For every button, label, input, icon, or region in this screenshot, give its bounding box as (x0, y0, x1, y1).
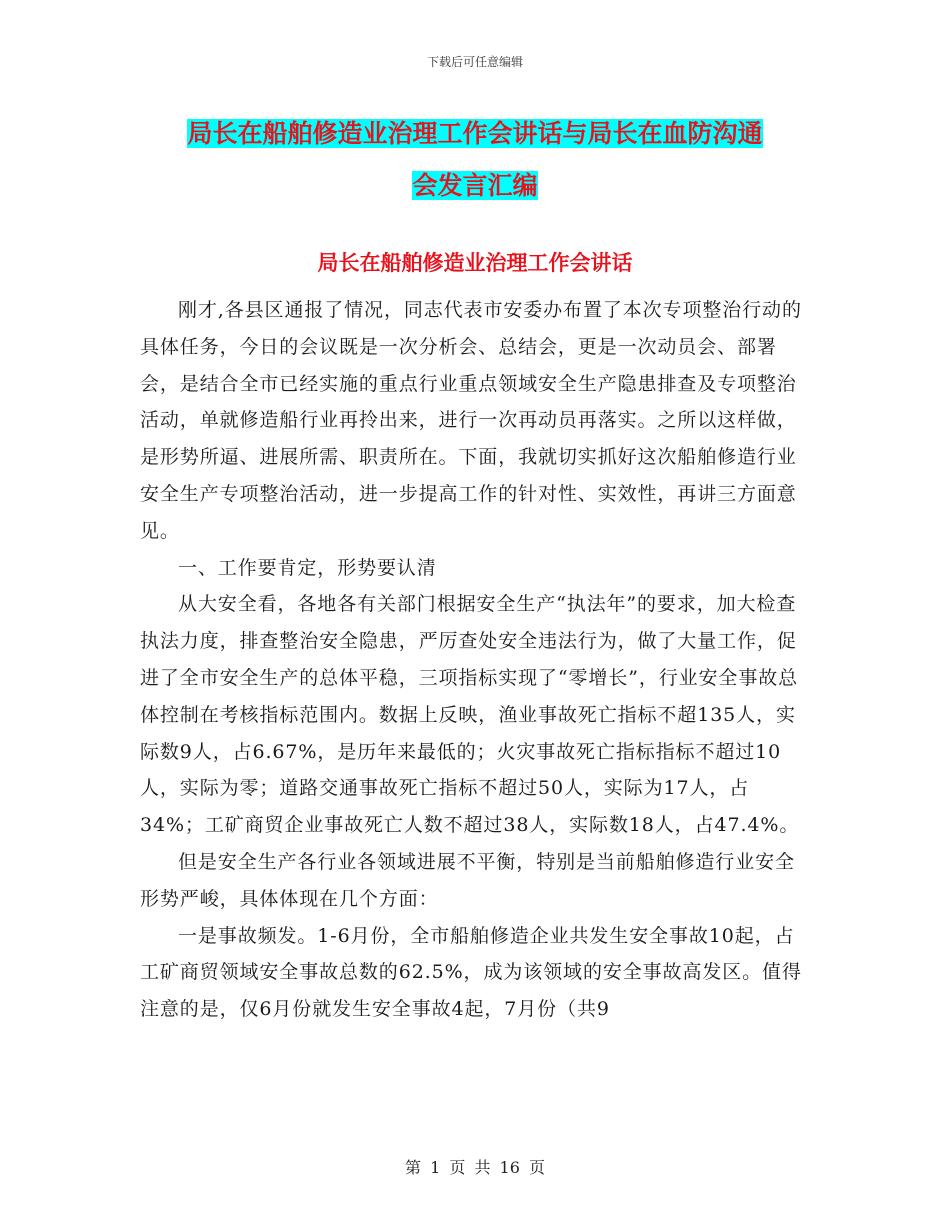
paragraph: 刚才,各县区通报了情况，同志代表市安委办布置了本次专项整治行动的具体任务，今日的会议既是一次分析会、总结会，更是一次动员会、部署会，是结合全市已经实施的重点行业重点领域安全生产隐患排查及专项整治活动，单就修造船行业再拎出来，进行一次再动员再落实。之所以这样做，是形势所逼、进展所需、职责所在。下面，我就切实抓好这次船舶修造行业安全生产专项整治活动，进一步提高工作的针对性、实效性，再讲三方面意见。 (140, 299, 802, 542)
paragraph-heading: 一、工作要肯定，形势要认清 (178, 556, 437, 579)
document-title-line-1: 局长在船舶修造业治理工作会讲话与局长在血防沟通 (187, 119, 763, 148)
section-title: 局长在船舶修造业治理工作会讲话 (317, 251, 633, 275)
document-title (140, 108, 810, 212)
paragraph: 但是安全生产各行业各领域进展不平衡，特别是当前船舶修造行业安全形势严峻，具体体现在几个方面： (140, 850, 795, 910)
header-note: 下载后可任意编辑 (426, 55, 523, 69)
page-number-footer: 第 1 页 共 16 页 (405, 1158, 545, 1177)
paragraph: 从大安全看，各地各有关部门根据安全生产“执法年”的要求，加大检查执法力度，排查整治安全隐患，严厉查处安全违法行为，做了大量工作，促进了全市安全生产的总体平稳，三项指标实现了“零增长”，行业安全事故总体控制在考核指标范围内。数据上反映，渔业事故死亡指标不超135人，实际数9人，占6.67%，是历年来最低的；火灾事故死亡指标指标不超过10人，实际为零；道路交通事故死亡指标不超过50人，实际为17人，占34%；工矿商贸企业事故死亡人数不超过38人，实际数18人，占47.4%。 (140, 593, 800, 837)
document-title-line-2: 会发言汇编 (412, 171, 538, 200)
paragraph: 一是事故频发。1-6月份，全市船舶修造企业共发生安全事故10起，占工矿商贸领域安全事故总数的62.5%，成为该领域的安全事故高发区。值得注意的是，仅6月份就发生安全事故4起，7月份（共9 (140, 924, 802, 1021)
document-body (140, 292, 810, 1028)
